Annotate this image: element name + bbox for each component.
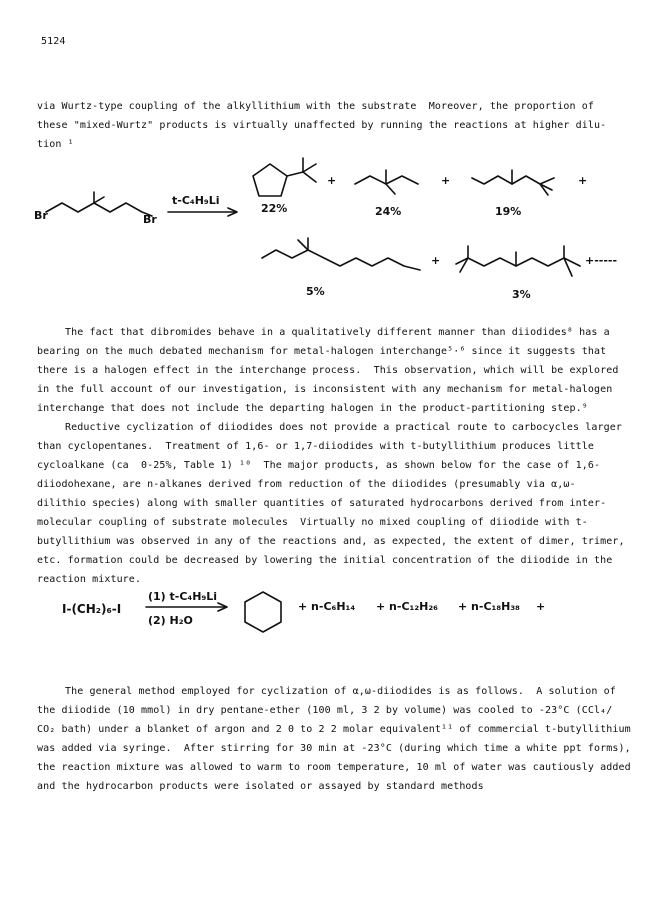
text-line: the diiodide (10 mmol) in dry pentane-ether (100 ml, 3 2 by volume) was cooled to -23°C (CCl₄/ (37, 705, 613, 716)
text-line: butyllithium was observed in any of the reactions and, as expected, the extent of dimer, trimer, (37, 536, 625, 547)
text-line: via Wurtz-type coupling of the alkyllithium with the substrate Moreover, the proportion of (37, 101, 594, 112)
text-line: these "mixed-Wurtz" products is virtually unaffected by running the reactions at higher dilu- (37, 120, 607, 131)
yield-label: 5% (306, 285, 325, 298)
text-line: Reductive cyclization of diiodides does not provide a practical route to carbocycles larger (65, 422, 622, 433)
plus-sign: + (431, 254, 441, 267)
page-number: 5124 (41, 36, 66, 47)
text-line: molecular coupling of substrate molecules Virtually no mixed coupling of diiodide with t- (37, 517, 588, 528)
plus-sign: + (536, 600, 546, 613)
plus-sign: + (441, 174, 451, 187)
text-line: cycloalkane (ca 0-25%, Table 1) ¹⁰ The major products, as shown below for the case of 1,6- (37, 460, 601, 471)
step-1-label: (1) t-C₄H₉Li (148, 590, 218, 603)
cyclohexane-ring (245, 592, 281, 632)
text-line: interchange that does not include the departing halogen in the product-partitioning step.⁹ (37, 403, 588, 414)
bromine-left-label: Br (34, 209, 48, 222)
text-line: tion ¹ (37, 139, 74, 150)
text-line: The general method employed for cyclization of α,ω-diiodides is as follows. A solution of (65, 686, 616, 697)
plus-sign: + (327, 174, 337, 187)
yield-label: 3% (512, 288, 531, 301)
text-line: and the hydrocarbon products were isolated or assayed by standard methods (37, 781, 484, 792)
yield-label: 24% (375, 205, 402, 218)
text-line: dilithio species) along with smaller quantities of saturated hydrocarbons derived from inter- (37, 498, 607, 509)
continuation-ellipsis: +----- (585, 254, 618, 267)
text-line: than cyclopentanes. Treatment of 1,6- or 1,7-diiodides with t-butyllithium produces little (37, 441, 594, 452)
step-2-label: (2) H₂O (148, 614, 193, 627)
text-line: there is a halogen effect in the interchange process. This observation, which will be explored (37, 365, 619, 376)
text-line: was added via syringe. After stirring for 30 min at -23°C (during which time a white ppt forms), (37, 743, 631, 754)
text-line: reaction mixture. (37, 574, 142, 585)
reagent-label: t-C₄H₉Li (172, 194, 220, 207)
text-line: diiodohexane, are n-alkanes derived from reduction of the diiodides (presumably via α,ω- (37, 479, 576, 490)
text-line: bearing on the much debated mechanism for metal-halogen interchange⁵·⁶ since it suggests that (37, 346, 607, 357)
text-line: etc. formation could be decreased by lowering the initial concentration of the diiodide in the (37, 555, 613, 566)
text-line: The fact that dibromides behave in a qualitatively different manner than diiodides⁸ has a (65, 327, 610, 338)
yield-label: 19% (495, 205, 522, 218)
diiodohexane-formula: I-(CH₂)₆-I (62, 602, 122, 616)
yield-label: 22% (261, 202, 288, 215)
product-label: + n-C₁₂H₂₆ (376, 600, 438, 613)
bromine-right-label: Br (143, 213, 157, 226)
plus-sign: + (578, 174, 588, 187)
text-line: the reaction mixture was allowed to warm to room temperature, 10 ml of water was cautiously added (37, 762, 631, 773)
text-line: CO₂ bath) under a blanket of argon and 2 0 to 2 2 molar equivalent¹¹ of commercial t-butyllithium (37, 724, 631, 735)
product-label: + n-C₆H₁₄ (298, 600, 356, 613)
text-line: in the full account of our investigation, is inconsistent with any mechanism for metal-halogen (37, 384, 613, 395)
product-label: + n-C₁₈H₃₈ (458, 600, 520, 613)
